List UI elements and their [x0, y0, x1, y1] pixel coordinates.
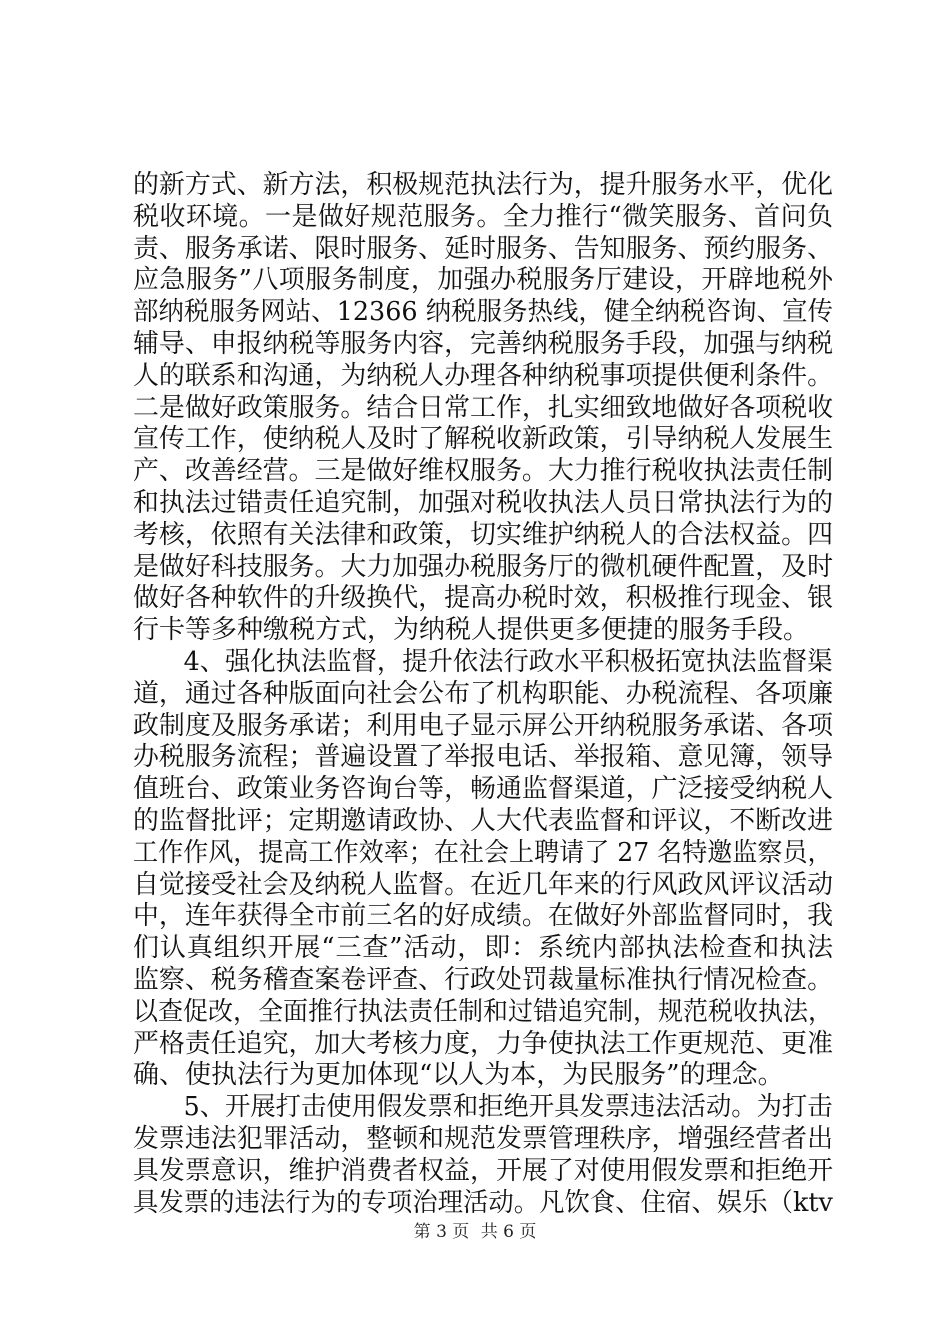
text-line: 人的联系和沟通，为纳税人办理各种纳税事项提供便利条件。	[133, 360, 834, 391]
text-line: 考核，依照有关法律和政策，切实维护纳税人的合法权益。四	[133, 519, 834, 550]
text-line: 道，通过各种版面向社会公布了机构职能、办税流程、各项廉	[133, 678, 834, 709]
text-line: 和执法过错责任追究制，加强对税收执法人员日常执法行为的	[133, 487, 834, 518]
text-line: 宣传工作，使纳税人及时了解税收新政策，引导纳税人发展生	[133, 424, 834, 455]
text-line: 4、强化执法监督，提升依法行政水平积极拓宽执法监督渠	[133, 646, 833, 677]
text-line: 做好各种软件的升级换代，提高办税时效，积极推行现金、银	[133, 583, 834, 614]
text-line: 具发票意识，维护消费者权益，开展了对使用假发票和拒绝开	[133, 1155, 834, 1186]
text-line: 应急服务”八项服务制度，加强办税服务厅建设，开辟地税外	[133, 265, 833, 296]
page-number-current: 第 3 页	[413, 1222, 470, 1242]
text-line: 行卡等多种缴税方式，为纳税人提供更多便捷的服务手段。	[133, 615, 810, 646]
text-line: 发票违法犯罪活动，整顿和规范发票管理秩序，增强经营者出	[133, 1123, 834, 1154]
text-line: 严格责任追究，加大考核力度，力争使执法工作更规范、更准	[133, 1028, 834, 1059]
page-footer	[0, 1217, 950, 1242]
text-line: 确、使执法行为更加体现“以人为本，为民服务”的理念。	[133, 1060, 784, 1091]
text-line: 责、服务承诺、限时服务、延时服务、告知服务、预约服务、	[133, 233, 834, 264]
text-line: 以查促改，全面推行执法责任制和过错追究制，规范税收执法，	[133, 996, 834, 1027]
text-line: 5、开展打击使用假发票和拒绝开具发票违法活动。为打击	[133, 1092, 833, 1123]
text-line: 辅导、申报纳税等服务内容，完善纳税服务手段，加强与纳税	[133, 328, 834, 359]
text-line: 具发票的违法行为的专项治理活动。凡饮食、住宿、娱乐（ktv	[133, 1187, 833, 1218]
text-line: 是做好科技服务。大力加强办税服务厅的微机硬件配置，及时	[133, 551, 834, 582]
text-line: 中，连年获得全市前三名的好成绩。在做好外部监督同时，我	[133, 901, 834, 932]
text-line: 监察、税务稽查案卷评查、行政处罚裁量标准执行情况检查。	[133, 964, 834, 995]
text-line: 部纳税服务网站、12366 纳税服务热线，健全纳税咨询、宣传	[133, 297, 833, 328]
page-number-total: 共 6 页	[480, 1222, 537, 1242]
text-line: 们认真组织开展“三查”活动，即：系统内部执法检查和执法	[133, 933, 833, 964]
text-line: 值班台、政策业务咨询台等，畅通监督渠道，广泛接受纳税人	[133, 774, 834, 805]
text-line: 的监督批评；定期邀请政协、人大代表监督和评议，不断改进	[133, 805, 834, 836]
text-line: 自觉接受社会及纳税人监督。在近几年来的行风政风评议活动	[133, 869, 834, 900]
body-text	[133, 170, 833, 1219]
text-line: 政制度及服务承诺；利用电子显示屏公开纳税服务承诺、各项	[133, 710, 834, 741]
text-line: 税收环境。一是做好规范服务。全力推行“微笑服务、首问负	[133, 201, 833, 232]
text-line: 产、改善经营。三是做好维权服务。大力推行税收执法责任制	[133, 456, 834, 487]
text-line: 的新方式、新方法，积极规范执法行为，提升服务水平，优化	[133, 170, 834, 200]
text-line: 二是做好政策服务。结合日常工作，扎实细致地做好各项税收	[133, 392, 834, 423]
text-line: 工作作风，提高工作效率；在社会上聘请了 27 名特邀监察员，	[133, 837, 833, 868]
text-line: 办税服务流程；普遍设置了举报电话、举报箱、意见簿，领导	[133, 742, 834, 773]
